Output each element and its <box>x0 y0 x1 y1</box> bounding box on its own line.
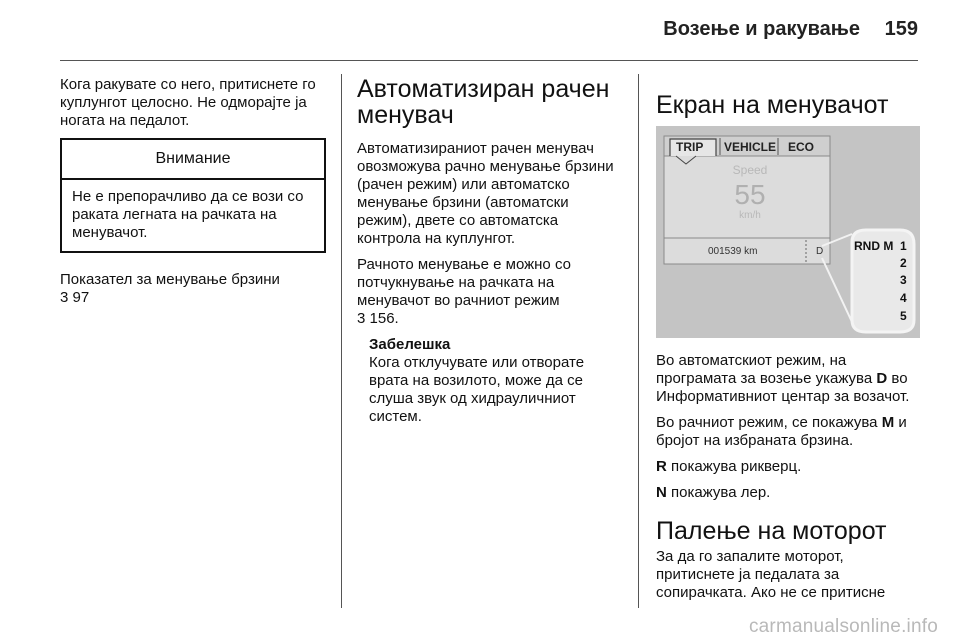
display-speed-unit: km/h <box>739 210 761 221</box>
page-number: 159 <box>884 18 918 40</box>
watermark: carmanualsonline.info <box>748 616 938 637</box>
note-title: Забелешка <box>369 336 451 353</box>
display-illustration <box>656 126 920 338</box>
display-gear-3: 3 <box>900 273 907 287</box>
column-left <box>60 76 328 315</box>
display-speed-value: 55 <box>734 179 766 210</box>
auto-mode-text-end: во Информативниот центар за возачот. <box>656 370 910 405</box>
column-middle <box>357 76 625 426</box>
page-reference[interactable] <box>357 310 625 328</box>
neutral-paragraph <box>656 484 920 502</box>
column-divider-2 <box>638 74 639 608</box>
reverse-text: покажува рикверц. <box>671 458 802 475</box>
reference-arrow-icon: 3 <box>60 289 69 306</box>
display-tab-eco: ECO <box>788 140 815 154</box>
manual-mode-paragraph <box>656 414 920 450</box>
amt-paragraph-1: Автоматизираниот рачен менувач овозможува рачно менување брзини (рачен режим) или автоматско менување брзини (автоматски режим), двете со автоматска контрола на куплунгот. <box>357 140 614 247</box>
reference-page: 97 <box>72 289 90 306</box>
section-heading-amt: Автоматизиран рачен менувач <box>357 75 610 129</box>
note-block <box>369 336 625 426</box>
intro-paragraph: Кога ракувате со него, притиснете го куплунгот целосно. Не одморајте ја ногата на педалот. <box>60 76 316 129</box>
column-divider-1 <box>341 74 342 608</box>
section-heading-engine-start: Палење на моторот <box>656 517 887 545</box>
auto-mode-text: Во автоматскиот режим, на програмата за возење укажува <box>656 352 873 387</box>
shift-indicator-label: Показател за менување брзини <box>60 271 280 288</box>
warning-title: Внимание <box>62 140 324 180</box>
header-rule <box>60 60 918 61</box>
section-heading-display: Екран на менувачот <box>656 91 889 119</box>
display-tab-vehicle: VEHICLE <box>724 140 777 154</box>
display-gear-4: 4 <box>900 291 907 305</box>
reference-arrow-icon: 3 <box>357 310 366 327</box>
warning-text: Не е препорачливо да се вози со раката легната на рачката на менувачот. <box>72 188 304 241</box>
display-gear-2: 2 <box>900 256 907 270</box>
manual-mode-text: Во рачниот режим, се покажува <box>656 414 878 431</box>
auto-mode-paragraph <box>656 352 920 406</box>
warning-box <box>60 138 326 253</box>
transmission-display-figure <box>656 126 920 338</box>
mode-m-symbol: M <box>881 414 895 431</box>
display-odometer: 001539 km <box>708 246 758 257</box>
amt-paragraph-2: Рачното менување е можно со потчукнување на рачката на менувачот во рачниот режим <box>357 256 571 309</box>
page-reference[interactable] <box>60 289 328 307</box>
mode-d-symbol: D <box>876 370 888 387</box>
display-gear-positions: RND M <box>854 239 894 253</box>
display-gear-1: 1 <box>900 239 907 253</box>
reverse-paragraph <box>656 458 920 476</box>
display-tab-trip: TRIP <box>676 140 704 154</box>
display-gear-5: 5 <box>900 309 907 323</box>
header-title: Возење и ракување <box>663 18 860 40</box>
display-mode-d: D <box>816 246 824 257</box>
neutral-text: покажува лер. <box>671 484 771 501</box>
column-right <box>656 76 920 610</box>
reference-page: 156. <box>369 310 399 327</box>
mode-n-symbol: N <box>656 484 667 501</box>
display-speed-label: Speed <box>732 163 768 177</box>
manual-mode-text-end: и бројот на избраната брзина. <box>656 414 907 449</box>
mode-r-symbol: R <box>656 458 667 475</box>
engine-start-paragraph: За да го запалите моторот, притиснете ја педалата за сопирачката. Ако не се притисне <box>656 548 886 601</box>
note-text: Кога отклучувате или отворате врата на возилото, може да се слуша звук од хидрауличниот систем. <box>369 354 585 425</box>
